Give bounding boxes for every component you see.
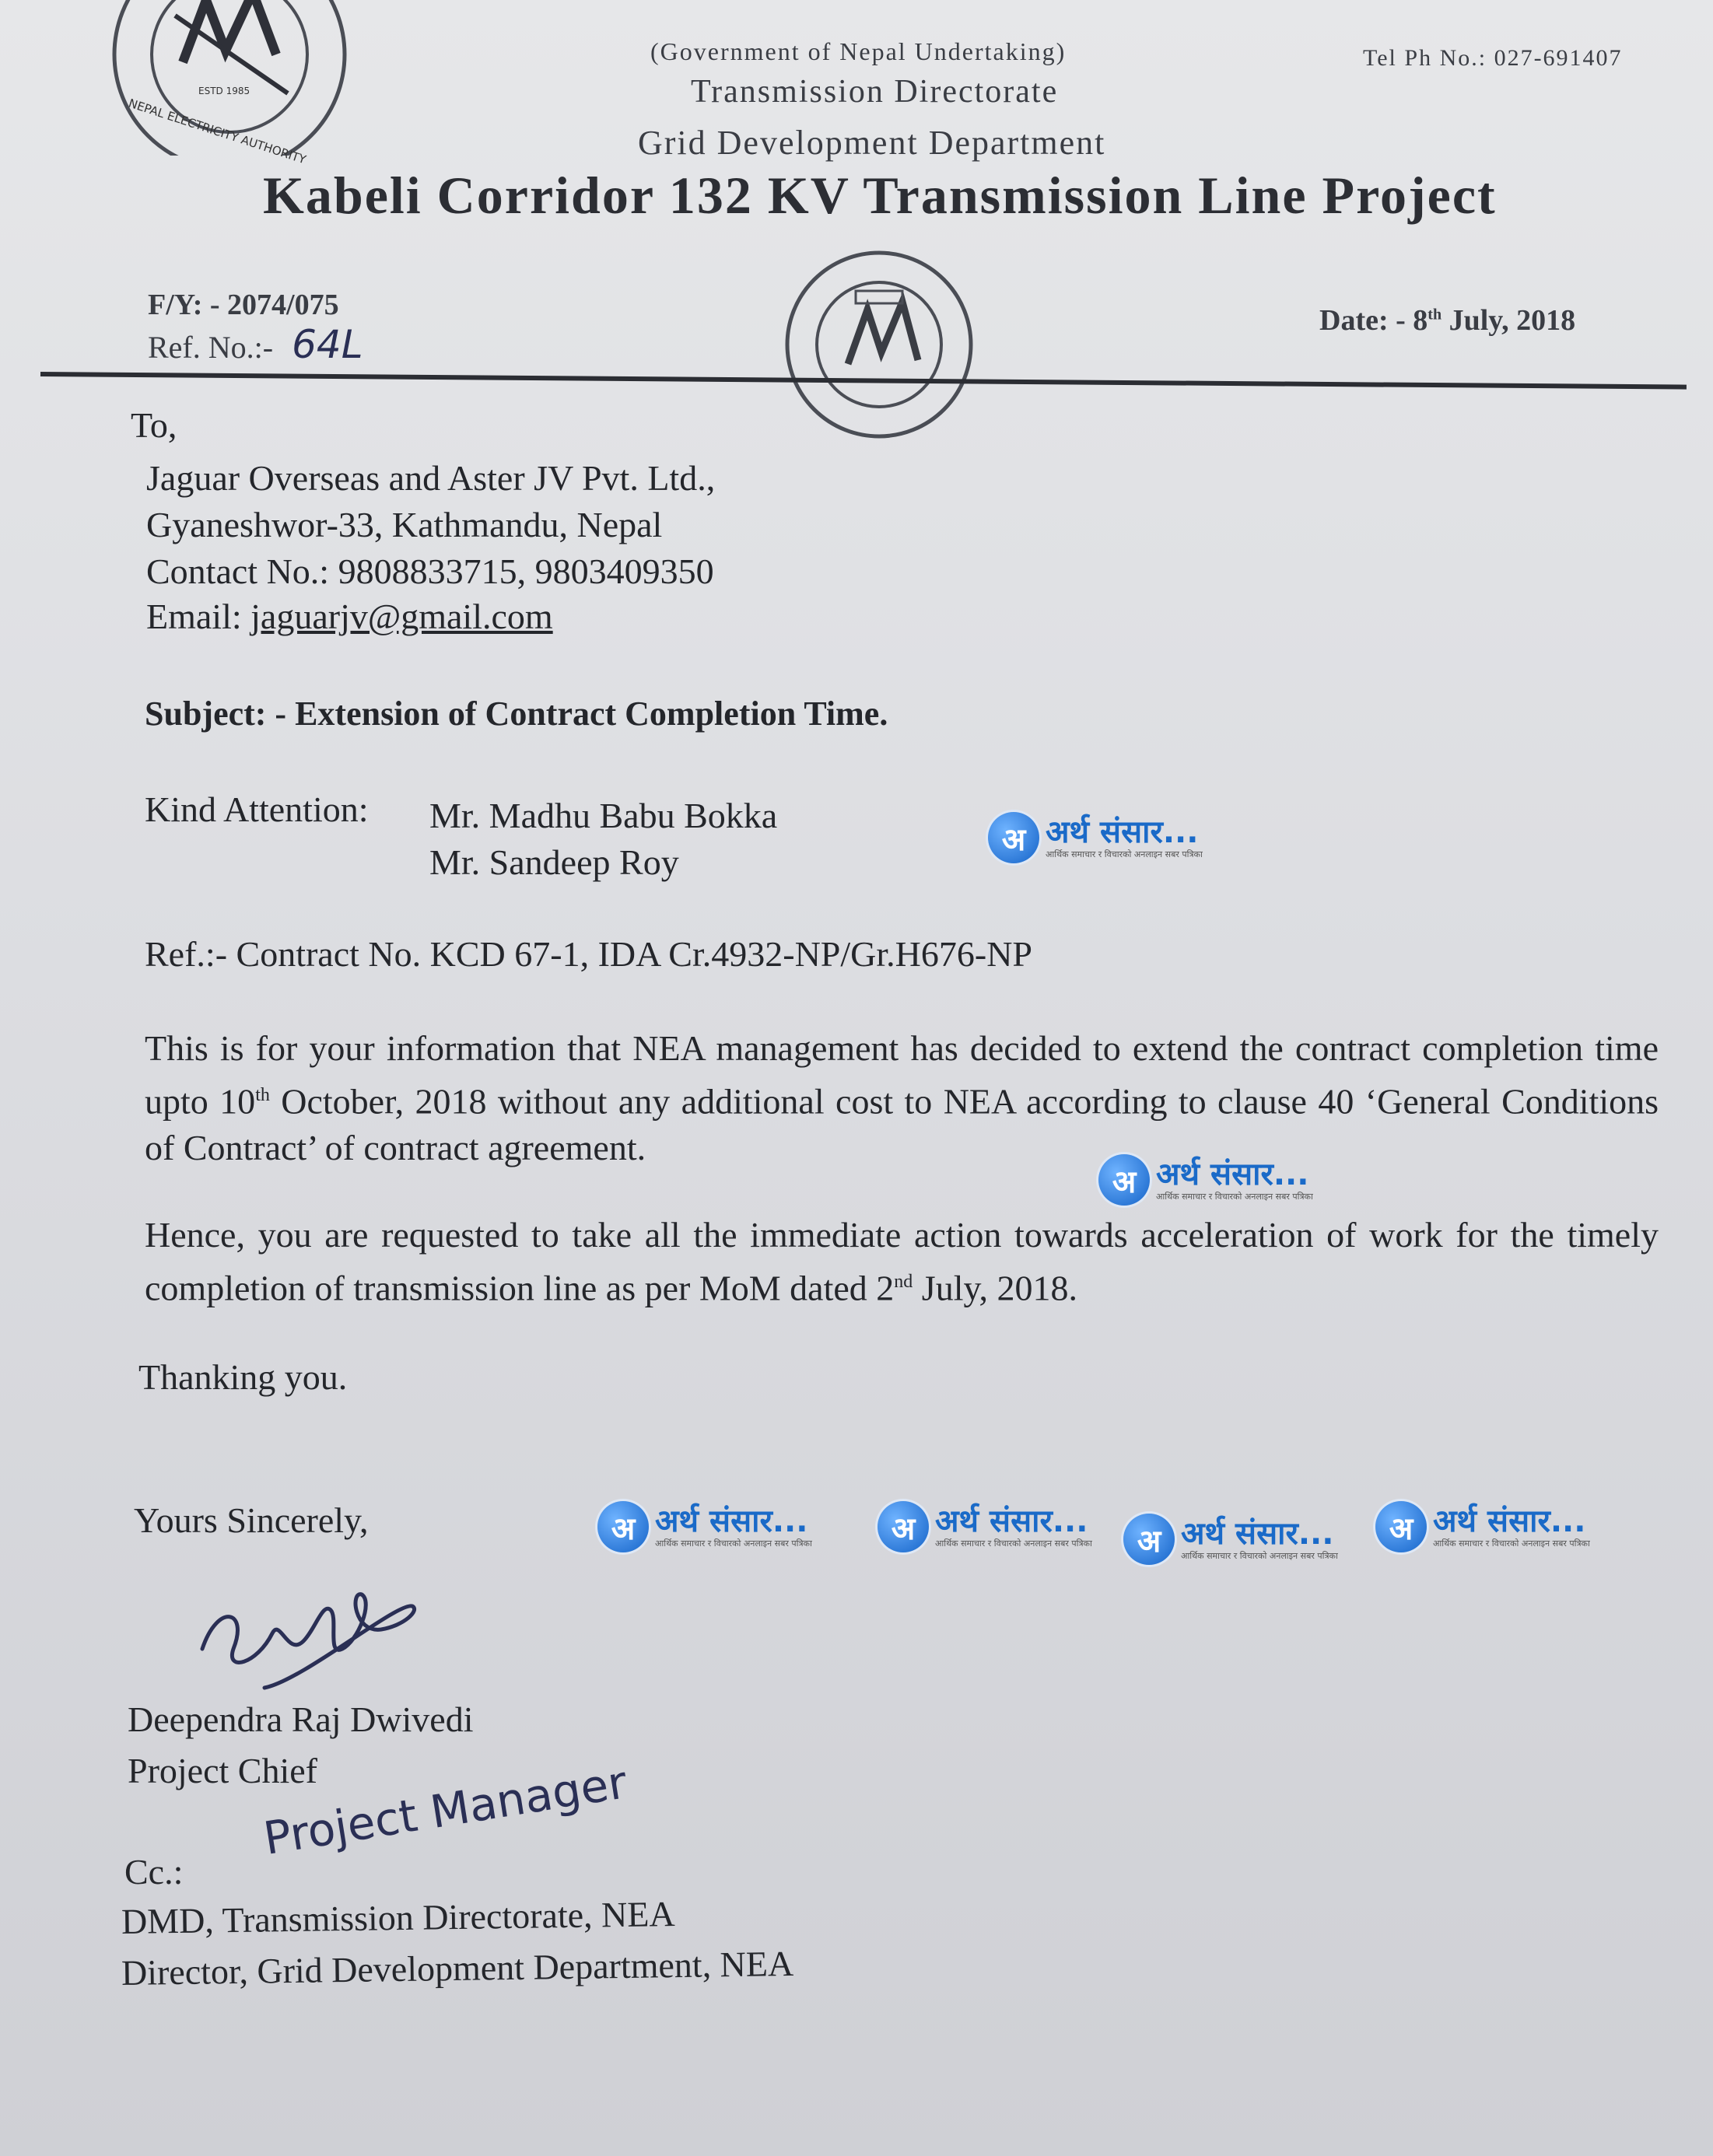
para1-part2: October, 2018 without any additional cost to NEA according to clause 40 ‘General Conditions of Contract’ of contract agreement.	[145, 1081, 1659, 1168]
watermark-logo	[1123, 1514, 1338, 1565]
thanking-line: Thanking you.	[138, 1357, 348, 1397]
watermark-tagline: आर्थिक समाचार र विचारको अनलाइन सबर पत्रिका	[935, 1538, 1092, 1549]
para1-part1: This is for your information that NEA management has decided to extend the contract completion time upto 10	[145, 1028, 1659, 1122]
watermark-tagline: आर्थिक समाचार र विचारको अनलाइन सबर पत्रिका	[1433, 1538, 1590, 1549]
telephone: Tel Ph No.: 027-691407	[1363, 45, 1623, 71]
ref-label: Ref. No.:-	[148, 330, 274, 365]
recipient-name: Jaguar Overseas and Aster JV Pvt. Ltd.,	[146, 458, 716, 498]
contract-reference: Ref.:- Contract No. KCD 67-1, IDA Cr.4932-NP/Gr.H676-NP	[145, 934, 1032, 974]
subject-line: Subject: - Extension of Contract Completion Time.	[145, 695, 888, 733]
watermark-letter: अ	[878, 1501, 929, 1552]
para1-sup: th	[255, 1085, 270, 1105]
date-suffix: July, 2018	[1442, 304, 1576, 337]
para2-sup: nd	[894, 1272, 913, 1292]
watermark-logo	[988, 812, 1203, 863]
watermark-letter: अ	[1123, 1514, 1175, 1565]
letter-date	[1319, 303, 1575, 338]
logo-ring-text: NEPAL ELECTRICITY AUTHORITY	[127, 96, 308, 167]
signer-name: Deependra Raj Dwivedi	[128, 1699, 474, 1739]
signature-image	[187, 1556, 436, 1696]
watermark-tagline: आर्थिक समाचार र विचारको अनलाइन सबर पत्रिका	[655, 1538, 812, 1549]
cc-label: Cc.:	[124, 1852, 184, 1892]
watermark-name: अर्थ संसार...	[1181, 1516, 1334, 1552]
cc-line-1: DMD, Transmission Directorate, NEA	[121, 1894, 675, 1941]
date-sup: th	[1428, 306, 1442, 324]
email-label: Email:	[146, 597, 251, 636]
watermark-name: अर्थ संसार...	[1433, 1503, 1586, 1539]
ref-value-handwritten: 64L	[292, 322, 363, 367]
watermark-name: अर्थ संसार...	[655, 1503, 808, 1539]
watermark-logo	[878, 1501, 1092, 1552]
handwritten-project-manager: Project Manager	[260, 1755, 631, 1865]
attention-person-2: Mr. Sandeep Roy	[429, 842, 679, 882]
watermark-tagline: आर्थिक समाचार र विचारको अनलाइन सबर पत्रिका	[1156, 1192, 1313, 1202]
attention-person-1: Mr. Madhu Babu Bokka	[429, 796, 778, 835]
watermark-logo	[1375, 1501, 1590, 1552]
watermark-logo	[597, 1501, 812, 1552]
paragraph-request	[145, 1212, 1659, 1311]
watermark-letter: अ	[988, 812, 1039, 863]
gov-undertaking-line: (Government of Nepal Undertaking)	[650, 37, 1067, 65]
nea-seal-stamp	[782, 247, 976, 442]
para2-part2: July, 2018.	[913, 1268, 1077, 1308]
watermark-letter: अ	[597, 1501, 649, 1552]
watermark-letter: अ	[1375, 1501, 1427, 1552]
watermark-tagline: आर्थिक समाचार र विचारको अनलाइन सबर पत्रिका	[1181, 1551, 1338, 1561]
directorate-name: Transmission Directorate	[691, 74, 1059, 110]
project-title: Kabeli Corridor 132 KV Transmission Line Project	[263, 166, 1497, 225]
watermark-logo	[1098, 1154, 1313, 1206]
watermark-letter: अ	[1098, 1154, 1150, 1206]
signer-title: Project Chief	[128, 1751, 317, 1790]
logo-estd: ESTD 1985	[198, 86, 250, 96]
watermark-name: अर्थ संसार...	[1156, 1157, 1309, 1192]
fiscal-year: F/Y: - 2074/075	[148, 289, 339, 321]
paragraph-extension	[145, 1025, 1659, 1171]
closing-line: Yours Sincerely,	[134, 1500, 369, 1540]
department-name: Grid Development Department	[638, 124, 1106, 162]
date-prefix: Date: - 8	[1319, 304, 1428, 337]
attention-label: Kind Attention:	[145, 789, 369, 829]
watermark-name: अर्थ संसार...	[1046, 814, 1199, 850]
recipient-address: Gyaneshwor-33, Kathmandu, Nepal	[146, 505, 663, 544]
watermark-tagline: आर्थिक समाचार र विचारको अनलाइन सबर पत्रिका	[1046, 849, 1203, 859]
to-label: To,	[131, 405, 177, 445]
email-link[interactable]: jaguarjv@gmail.com	[250, 597, 553, 636]
recipient-contact: Contact No.: 9808833715, 9803409350	[146, 551, 714, 591]
para2-part1: Hence, you are requested to take all the immediate action towards acceleration of work for the timely completion of transmission line as per MoM dated 2	[145, 1215, 1659, 1308]
recipient-email-line	[146, 596, 553, 637]
cc-line-2: Director, Grid Development Department, NEA	[121, 1943, 794, 1993]
watermark-name: अर्थ संसार...	[935, 1503, 1088, 1539]
ref-number	[148, 322, 363, 367]
